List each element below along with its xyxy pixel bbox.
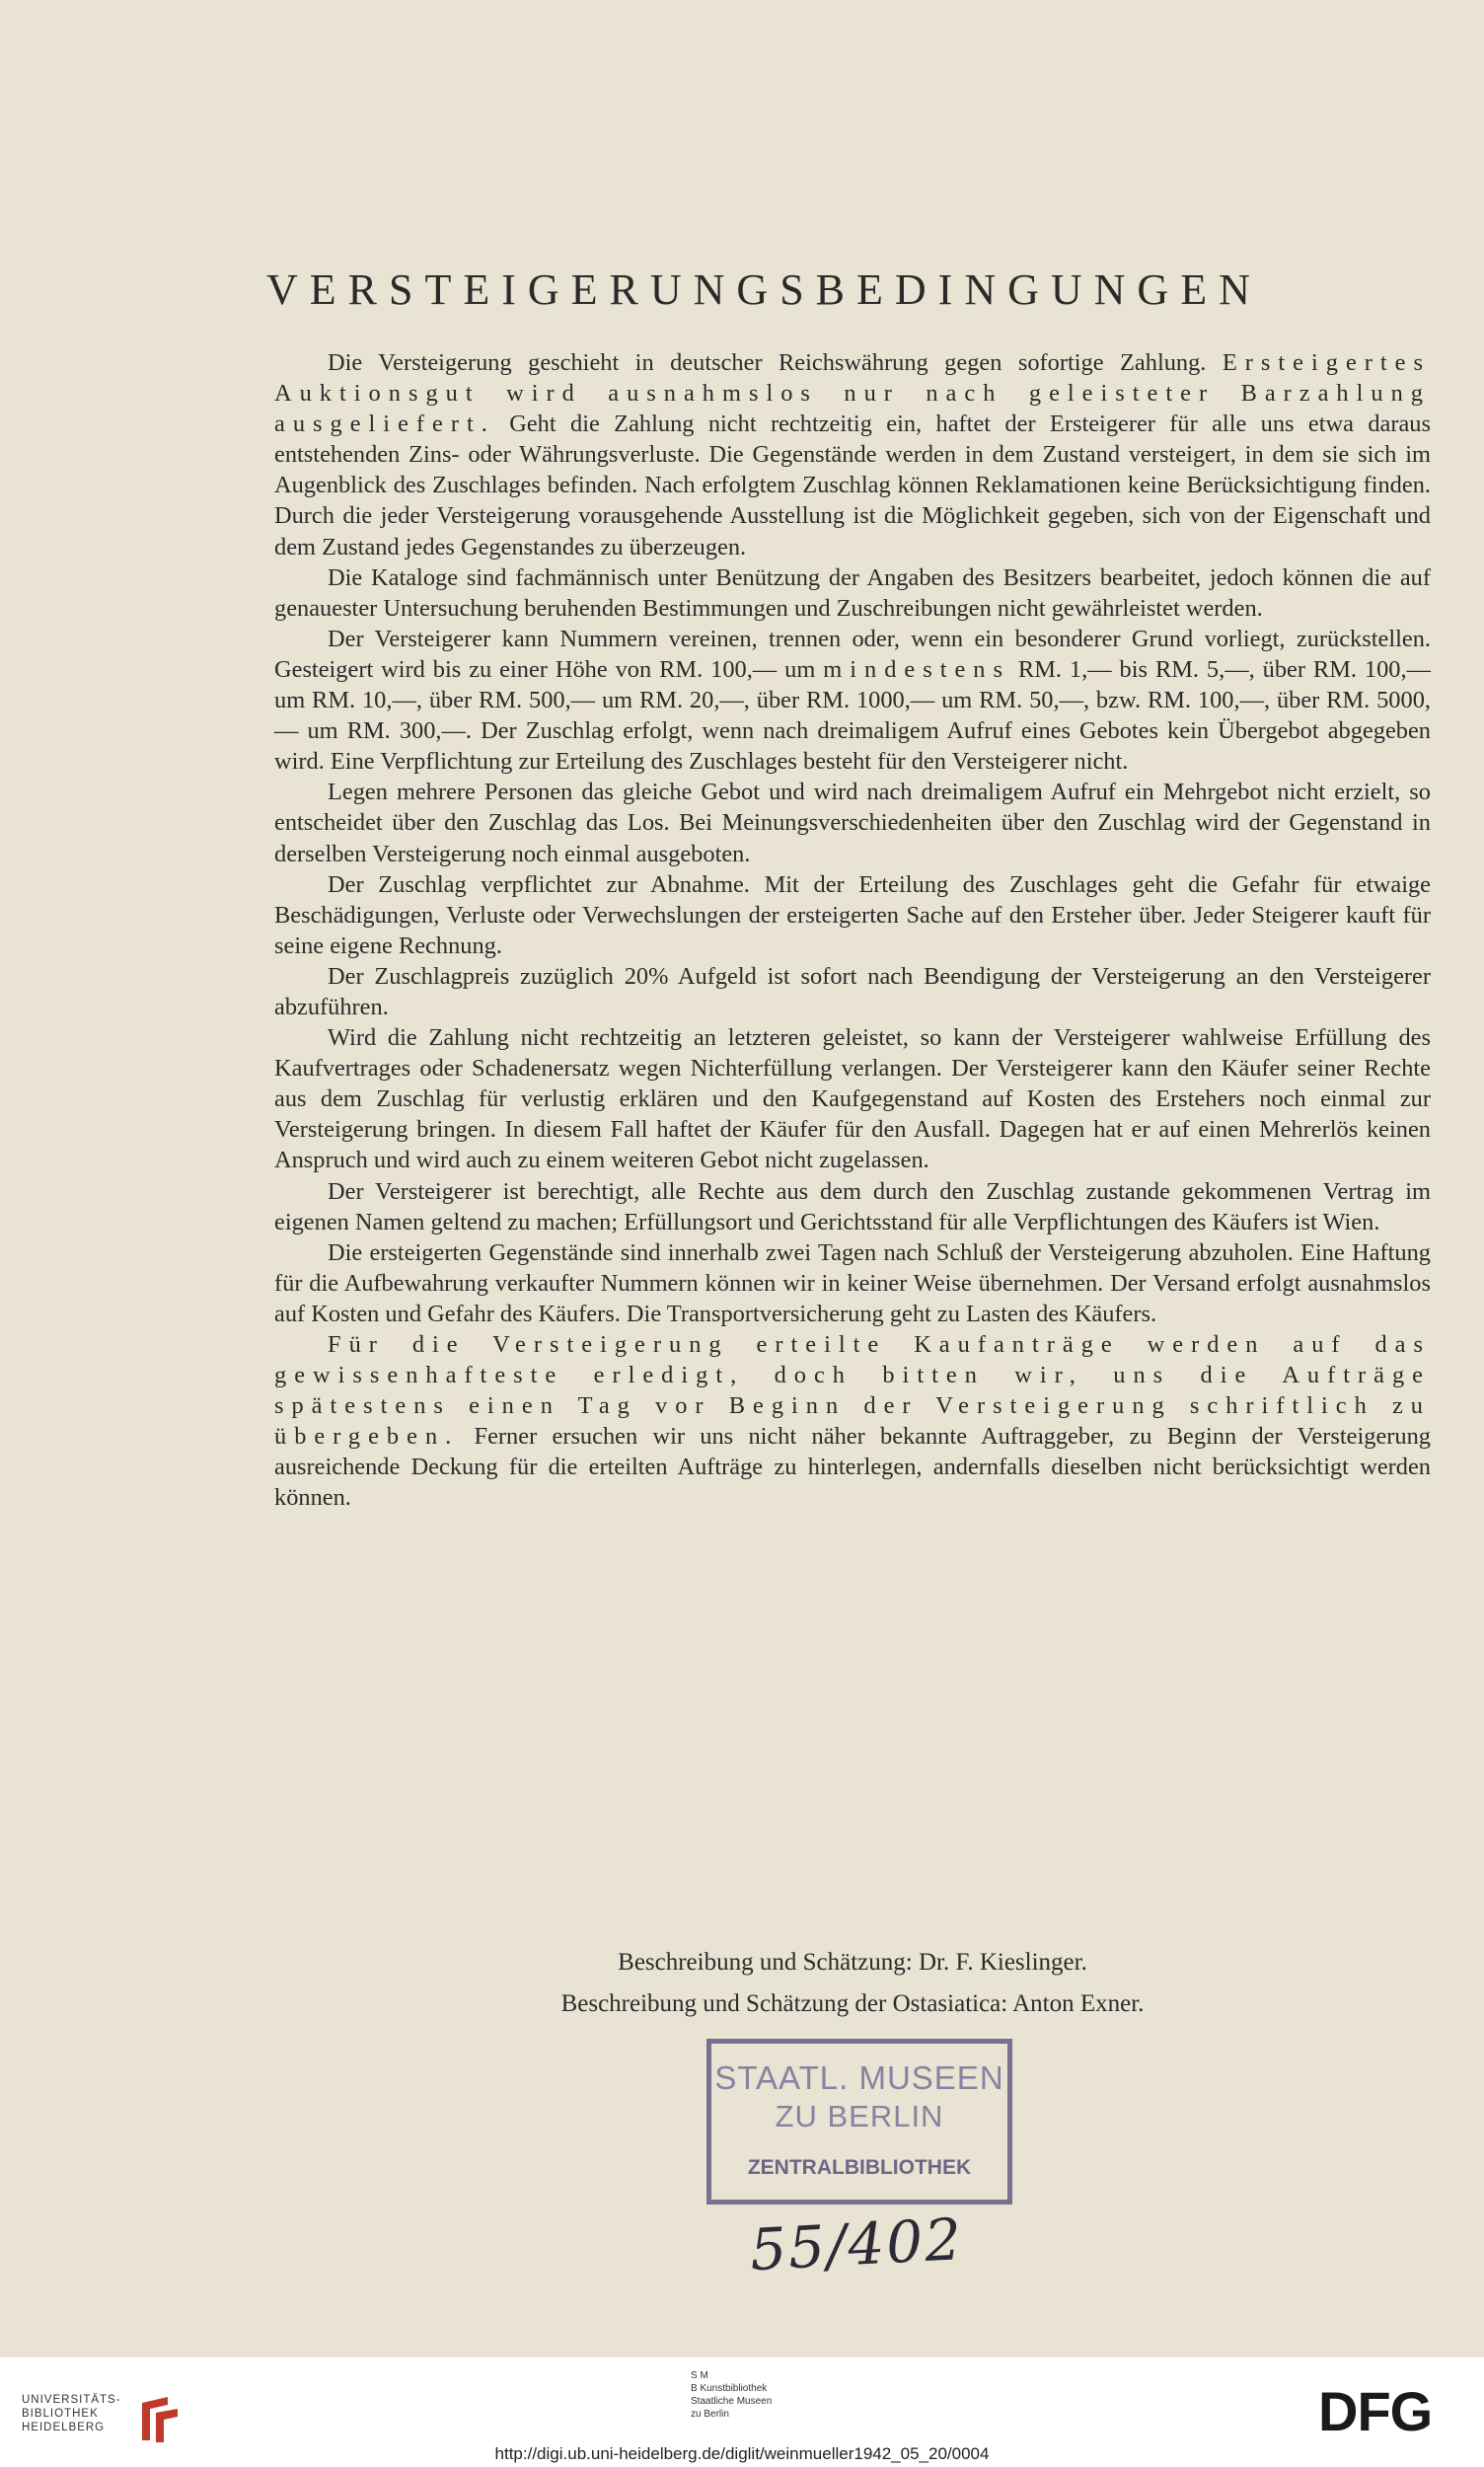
- text-run: Die ersteigerten Gegenstände sind innerhalb zwei Tagen nach Schluß der Versteigerung abzuholen. Eine Haftung für die Aufbewahrung verkaufter Nummern können wir in keiner Weise übernehmen. Der Versand erfolgt ausnahmslos auf Kosten und Gefahr des Käufers. Die Transportversicherung geht zu Lasten des Käufers.: [274, 1238, 1431, 1327]
- viewer-footer: [0, 2357, 1484, 2467]
- logo-text-line: BIBLIOTHEK: [22, 2408, 99, 2420]
- credit-line: Beschreibung und Schätzung der Ostasiatica: Anton Exner.: [560, 1990, 1145, 2017]
- dfg-logo[interactable]: DFG: [1318, 2380, 1433, 2442]
- handwritten-inventory-number: 55/402: [748, 2205, 965, 2284]
- paragraph: [274, 961, 1431, 1022]
- provider-line: Staatliche Museen: [691, 2396, 773, 2407]
- logo-text-line: UNIVERSITÄTS-: [22, 2394, 121, 2406]
- page-title: VERSTEIGERUNGSBEDINGUNGEN: [266, 265, 1262, 314]
- text-run: Legen mehrere Personen das gleiche Gebot und wird nach dreimaligem Aufruf ein Mehrgebot nicht erzielt, so entscheidet über den Zuschlag das Los. Bei Meinungsverschiedenheiten über den Zuschlag wird der Gegenstand in derselben Versteigerung noch einmal ausgeboten.: [274, 779, 1431, 867]
- text-run: Ferner ersuchen wir uns nicht näher bekannte Auftraggeber, zu Beginn der Versteigerung ausreichende Deckung für die erteilten Aufträge zu hinterlegen, andernfalls dieselben nicht berücksichtigt werden können.: [274, 1423, 1431, 1512]
- text-run: Die Kataloge sind fachmännisch unter Benützung der Angaben des Besitzers bearbeitet, jedoch können die auf genauester Untersuchung beruhenden Bestimmungen und Zuschreibungen nicht gewährleistet werden.: [274, 563, 1431, 622]
- text-run: Der Versteigerer kann Nummern vereinen, trennen oder, wenn ein besonderer Grund vorliegt, zurückstellen. Gesteigert wird bis zu einer Höhe von RM. 100,— um: [274, 625, 1431, 683]
- page-url[interactable]: http://digi.ub.uni-heidelberg.de/diglit/weinmueller1942_05_20/0004: [494, 2444, 990, 2463]
- paragraph: [274, 1237, 1431, 1329]
- text-run: Die Versteigerung geschieht in deutscher Reichswährung gegen sofortige Zahlung.: [328, 349, 1223, 376]
- emphasized-text: Ersteigertes Auktionsgut wird ausnahmslos nur nach geleisteter Barzahlung ausgeliefert.: [274, 349, 1431, 438]
- text-run: Der Zuschlagpreis zuzüglich 20% Aufgeld ist sofort nach Beendigung der Versteigerung an den Versteigerer abzuführen.: [274, 962, 1431, 1020]
- library-stamp: [706, 2039, 1012, 2205]
- paragraph: [274, 624, 1431, 777]
- paragraph: [274, 347, 1431, 562]
- conditions-text: [274, 347, 1431, 1514]
- text-run: RM. 1,— bis RM. 5,—, über RM. 100,— um RM. 10,—, über RM. 500,— um RM. 20,—, über RM. 1000,— um RM. 50,—, bzw. RM. 100,—, über RM. 5000,— um RM. 300,—. Der Zuschlag erfolgt, wenn nach dreimaligem Aufruf eines Gebotes kein Übergebot abgegeben wird. Eine Verpflichtung zur Erteilung des Zuschlages besteht für den Versteigerer nicht.: [274, 655, 1431, 776]
- paragraph: [274, 1022, 1431, 1175]
- provider-line: B Kunstbibliothek: [691, 2383, 768, 2394]
- provider-line: zu Berlin: [691, 2409, 729, 2420]
- text-run: Geht die Zahlung nicht rechtzeitig ein, haftet der Ersteigerer für alle uns etwa daraus entstehenden Zins- oder Währungsverluste. Die Gegenstände werden in dem Zustand versteigert, in dem sie sich im Augenblick des Zuschlages befinden. Nach erfolgtem Zuschlag können Reklamationen keine Berücksichtigung finden. Durch die jeder Versteigerung vorausgehende Ausstellung ist die Möglichkeit gegeben, sich von der Eigenschaft und dem Zustand jedes Gegenstandes zu überzeugen.: [274, 411, 1431, 561]
- provider-credit: [691, 2369, 849, 2421]
- paragraph: [274, 1329, 1431, 1514]
- emphasized-text: Für die Versteigerung erteilte Kaufanträge werden auf das gewissenhafteste erledigt, doch bitten wir, uns die Aufträge spätestens einen Tag vor Beginn der Versteigerung schriftlich zu übergeben.: [274, 1331, 1431, 1451]
- text-run: Der Zuschlag verpflichtet zur Abnahme. Mit der Erteilung des Zuschlages geht die Gefahr für etwaige Beschädigungen, Verluste oder Verwechslungen der ersteigerten Sache auf den Ersteher über. Jeder Steigerer kauft für seine eigene Rechnung.: [274, 870, 1431, 959]
- text-run: Der Versteigerer ist berechtigt, alle Rechte aus dem durch den Zuschlag zustande gekommenen Vertrag im eigenen Namen geltend zu machen; Erfüllungsort und Gerichtsstand für alle Verpflichtungen des Käufers ist Wien.: [274, 1177, 1431, 1235]
- emphasized-text: mindestens: [823, 655, 1010, 683]
- paragraph: [274, 869, 1431, 961]
- ub-mark-icon: [138, 2395, 182, 2444]
- credit-line: Beschreibung und Schätzung: Dr. F. Kieslinger.: [618, 1949, 1087, 1976]
- text-run: Wird die Zahlung nicht rechtzeitig an letzteren geleistet, so kann der Versteigerer wahlweise Erfüllung des Kaufvertrages oder Schadenersatz wegen Nichterfüllung verlangen. Der Versteigerer kann den Käufer seiner Rechte aus dem Zuschlag für verlustig erklären und den Kaufgegenstand auf Kosten des Erstehers noch einmal zur Versteigerung bringen. In diesem Fall haftet der Käufer für den Ausfall. Dagegen hat er auf einen Mehrerlös keinen Anspruch und wird auch zu einem weiteren Gebot nicht zugelassen.: [274, 1024, 1431, 1174]
- stamp-line: ZU BERLIN: [775, 2099, 944, 2133]
- logo-text-line: HEIDELBERG: [22, 2422, 106, 2433]
- provider-line: S M: [691, 2370, 708, 2381]
- paragraph: [274, 1176, 1431, 1237]
- paragraph: [274, 562, 1431, 624]
- ub-heidelberg-logo[interactable]: [22, 2393, 189, 2452]
- stamp-line: STAATL. MUSEEN: [714, 2059, 1004, 2096]
- credits: [274, 1942, 1431, 2025]
- paragraph: [274, 777, 1431, 868]
- stamp-line: ZENTRALBIBLIOTHEK: [747, 2156, 972, 2179]
